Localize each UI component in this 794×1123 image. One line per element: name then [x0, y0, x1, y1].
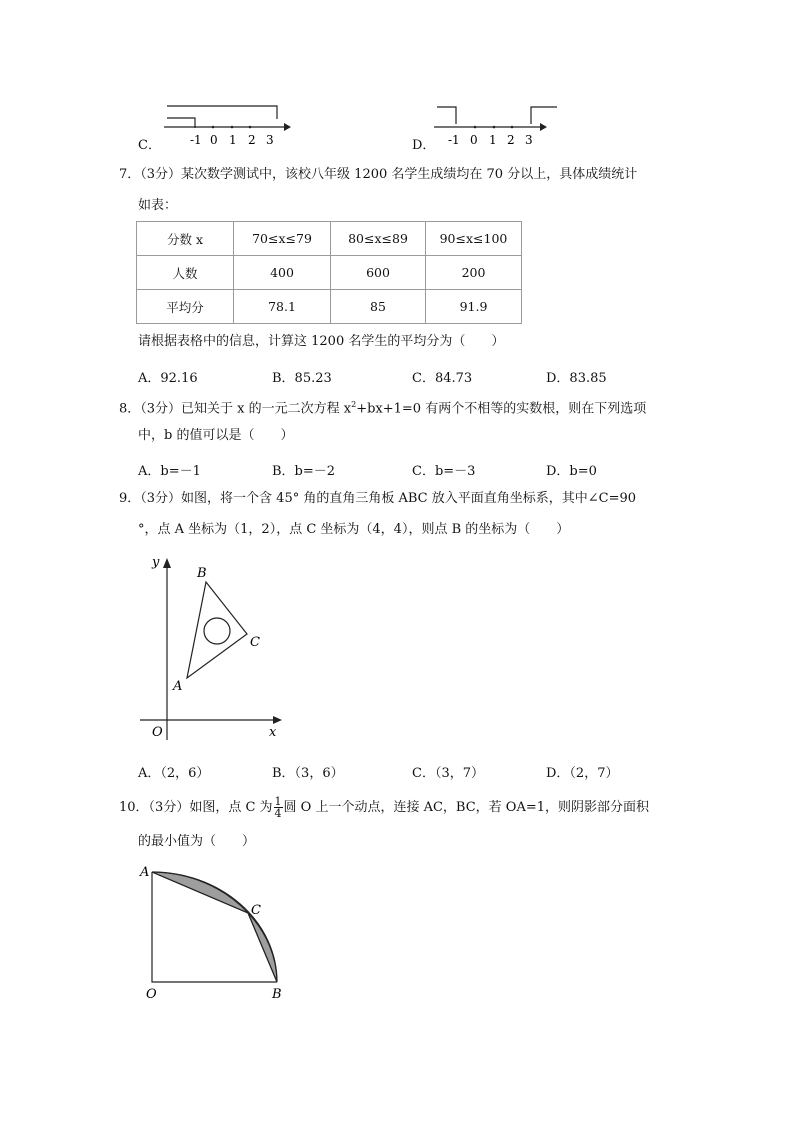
q9-option-a[interactable]: A．（2，6）	[138, 766, 210, 781]
q10-quarter-circle-figure	[138, 860, 298, 1005]
tick-label: 3	[525, 133, 533, 147]
q9-stem-line2: °，点 A 坐标为（1，2），点 C 坐标为（4，4），则点 B 的坐标为（ ）	[138, 522, 570, 537]
q10-stem-part-b: 圆 O 上一个动点，连接 AC，BC，若 OA=1，则阴影部分面积	[283, 800, 650, 815]
q8-exponent: 2	[351, 400, 357, 409]
tick-label: -1	[448, 133, 460, 147]
chord-cb	[248, 913, 277, 982]
q10-stem-line2: 的最小值为（ ）	[138, 834, 256, 849]
q9-option-b[interactable]: B．（3，6）	[272, 766, 344, 781]
q7-stem-line2: 如表：	[138, 198, 178, 213]
q7-option-a[interactable]: A．92.16	[138, 371, 198, 386]
chord-ac	[152, 872, 248, 913]
vertex-a-label: A	[173, 679, 183, 694]
tick-label: 2	[248, 133, 256, 147]
q8-stem-line1	[119, 398, 646, 416]
q8-option-d[interactable]: D．b=0	[546, 464, 597, 479]
q7-option-d[interactable]: D．83.85	[546, 371, 607, 386]
score-table	[136, 221, 522, 324]
tick-label: 0	[470, 133, 478, 147]
table-header-cell: 70≤x≤79	[234, 222, 331, 256]
q8-option-b[interactable]: B．b=－2	[272, 464, 336, 479]
tick-label: 3	[266, 133, 274, 147]
q7-prompt: 请根据表格中的信息，计算这 1200 名学生的平均分为（ ）	[138, 334, 505, 349]
q10-stem-line1	[119, 796, 649, 819]
x-axis-label: x	[269, 725, 277, 740]
q10-stem-part-a: 10．（3分）如图，点 C 为	[119, 800, 273, 815]
tick-label: 1	[489, 133, 497, 147]
triangle-hole	[204, 618, 230, 644]
q8-option-c[interactable]: C．b=－3	[412, 464, 476, 479]
q9-option-d[interactable]: D．（2，7）	[546, 766, 619, 781]
point-c-label: C	[251, 903, 261, 918]
q7-option-c[interactable]: C．84.73	[412, 371, 473, 386]
table-row	[137, 290, 522, 324]
q7-option-b[interactable]: B．85.23	[272, 371, 332, 386]
table-cell: 400	[234, 256, 331, 290]
table-cell: 200	[426, 256, 522, 290]
q6-option-d-label: D．	[412, 138, 436, 153]
tick-label: -1	[190, 133, 202, 147]
table-cell: 人数	[137, 256, 234, 290]
table-cell: 91.9	[426, 290, 522, 324]
q8-stem-part-a: 8．（3分）已知关于 x 的一元二次方程 x	[119, 401, 352, 417]
q9-triangle-figure	[140, 548, 290, 748]
q9-option-c[interactable]: C．（3，7）	[412, 766, 484, 781]
q8-stem-part-b: +bx+1=0 有两个不相等的实数根，则在下列选项	[356, 401, 647, 417]
point-b-label: B	[272, 987, 282, 1002]
tick-label: 2	[507, 133, 515, 147]
origin-label: O	[152, 725, 163, 740]
fraction-numerator: 1	[274, 795, 282, 808]
quarter-fraction	[274, 796, 283, 819]
q8-option-a[interactable]: A．b=－1	[138, 464, 201, 479]
q8-stem-line2: 中，b 的值可以是（ ）	[138, 428, 294, 443]
q7-stem-line1: 7．（3分）某次数学测试中，该校八年级 1200 名学生成绩均在 70 分以上，具体成绩统计	[119, 167, 638, 182]
triangle-abc	[187, 582, 247, 678]
vertex-b-label: B	[197, 566, 207, 581]
point-o-label: O	[146, 987, 157, 1002]
table-cell: 78.1	[234, 290, 331, 324]
fraction-denominator: 4	[274, 807, 282, 820]
x-axis-arrow	[273, 716, 282, 724]
y-axis-label: y	[152, 555, 160, 570]
table-header-cell: 80≤x≤89	[331, 222, 426, 256]
vertex-c-label: C	[250, 635, 260, 650]
table-cell: 600	[331, 256, 426, 290]
point-a-label: A	[140, 865, 150, 880]
tick-label: 0	[210, 133, 218, 147]
table-row	[137, 256, 522, 290]
y-axis-arrow	[163, 558, 171, 568]
table-header-cell: 90≤x≤100	[426, 222, 522, 256]
table-cell: 平均分	[137, 290, 234, 324]
q6-option-c-label: C．	[138, 138, 161, 153]
q6-number-line-c	[162, 100, 297, 148]
table-header-row	[137, 222, 522, 256]
table-cell: 85	[331, 290, 426, 324]
q9-stem-line1: 9．（3分）如图，将一个含 45° 角的直角三角板 ABC 放入平面直角坐标系，其中∠C=90	[119, 491, 637, 506]
table-header-cell: 分数 x	[137, 222, 234, 256]
tick-label: 1	[229, 133, 237, 147]
q6-number-line-d	[432, 100, 567, 148]
